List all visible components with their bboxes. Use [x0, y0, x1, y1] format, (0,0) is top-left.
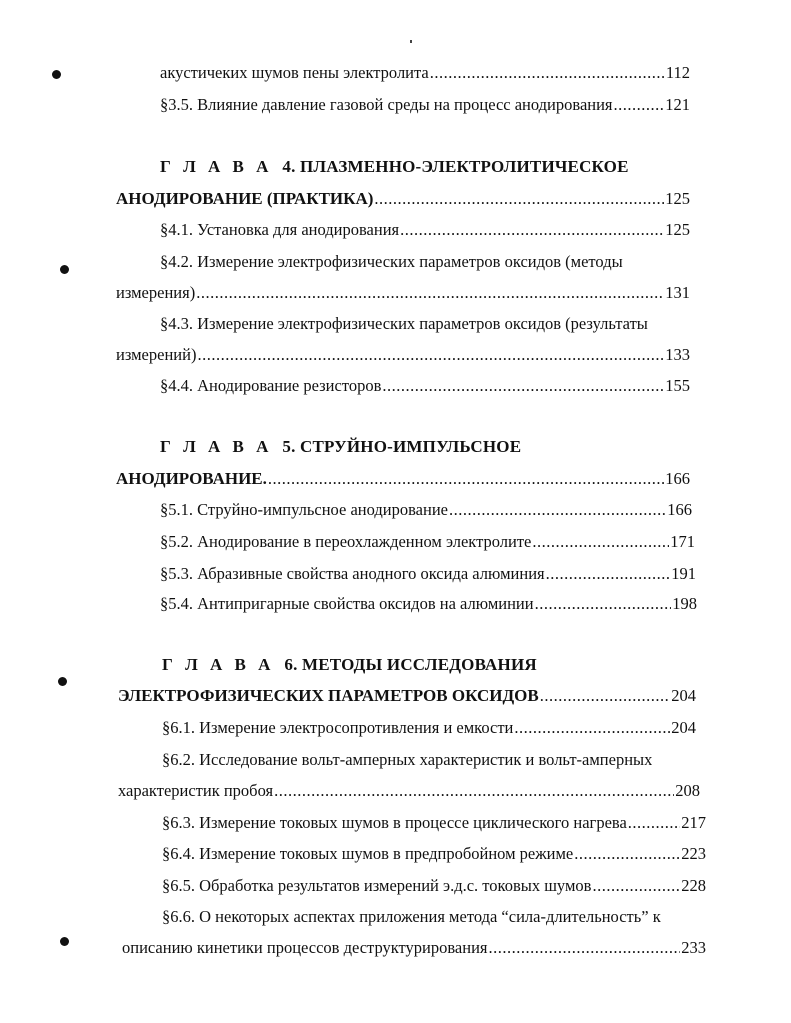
dot-leader — [535, 594, 672, 614]
toc-entry — [116, 345, 690, 365]
dot-leader — [540, 686, 671, 706]
dot-leader — [628, 813, 680, 833]
toc-page-number: 204 — [671, 718, 696, 737]
dot-leader — [197, 345, 664, 365]
toc-entry-title: §4.1. Установка для анодирования — [160, 220, 400, 239]
toc-entry — [162, 718, 696, 738]
chapter-label: Г Л А В А — [162, 655, 275, 674]
toc-entry-title-cont: характеристик пробоя — [118, 781, 274, 800]
toc-page-number: 125 — [665, 220, 690, 239]
toc-page-number: 233 — [681, 938, 706, 957]
toc-entry — [160, 594, 697, 614]
toc-entry-title: §5.2. Анодирование в переохлажденном электролите — [160, 532, 532, 551]
toc-entry — [162, 813, 706, 833]
chapter-title: 6. МЕТОДЫ ИССЛЕДОВАНИЯ — [284, 655, 537, 674]
dot-leader — [614, 95, 665, 115]
toc-page-number: 198 — [672, 594, 697, 613]
toc-page-number: 133 — [665, 345, 690, 364]
toc-entry — [160, 500, 692, 520]
toc-page-number: 155 — [665, 376, 690, 395]
toc-entry-title: §4.2. Измерение электрофизических параметров оксидов (методы — [160, 252, 623, 271]
toc-entry-title: §5.4. Антипригарные свойства оксидов на алюминии — [160, 594, 534, 613]
chapter-title-cont: ЭЛЕКТРОФИЗИЧЕСКИХ ПАРАМЕТРОВ ОКСИДОВ — [118, 686, 539, 705]
toc-entry — [160, 95, 690, 115]
toc-entry-title: акустичеких шумов пены электролита — [160, 63, 429, 82]
toc-page-number: 223 — [681, 844, 706, 863]
binder-hole-mark — [60, 265, 69, 274]
toc-entry-title: §4.3. Измерение электрофизических параметров оксидов (результаты — [160, 314, 648, 333]
toc-entry — [116, 469, 690, 489]
toc-page-number: 121 — [665, 95, 690, 114]
dot-leader — [532, 532, 669, 552]
dot-leader — [574, 844, 680, 864]
toc-entry — [160, 376, 690, 396]
toc-entry — [116, 189, 690, 209]
toc-entry — [122, 938, 706, 958]
dot-leader — [274, 781, 674, 801]
toc-page-number: 208 — [675, 781, 700, 800]
binder-hole-mark — [58, 677, 67, 686]
chapter-label: Г Л А В А — [160, 437, 273, 456]
dot-leader — [449, 500, 666, 520]
toc-entry — [118, 686, 696, 706]
toc-entry-title: §4.4. Анодирование резисторов — [160, 376, 382, 395]
chapter-title: 4. ПЛАЗМЕННО-ЭЛЕКТРОЛИТИЧЕСКОЕ — [282, 157, 629, 176]
dot-leader — [546, 564, 671, 584]
toc-entry — [162, 876, 706, 896]
toc-entry-title: §5.3. Абразивные свойства анодного оксида алюминия — [160, 564, 545, 583]
toc-page-number: 204 — [671, 686, 696, 705]
chapter-5-heading — [160, 437, 521, 457]
toc-entry — [160, 564, 696, 584]
toc-entry — [160, 63, 690, 83]
dot-leader — [268, 469, 664, 489]
dot-leader — [382, 376, 664, 396]
toc-page-number: 166 — [665, 469, 690, 488]
toc-entry-title: §6.3. Измерение токовых шумов в процессе циклического нагрева — [162, 813, 627, 832]
toc-page-number: 217 — [681, 813, 706, 832]
chapter-label: Г Л А В А — [160, 157, 273, 176]
toc-entry-title: §6.5. Обработка результатов измерений э.д.с. токовых шумов — [162, 876, 592, 895]
chapter-title-cont: АНОДИРОВАНИЕ (ПРАКТИКА) — [116, 189, 374, 208]
chapter-4-heading — [160, 157, 629, 177]
dot-leader — [592, 876, 680, 896]
toc-entry-title: §6.2. Исследование вольт-амперных характеристик и вольт-амперных — [162, 750, 653, 769]
toc-page-number: 112 — [665, 63, 690, 82]
toc-page-number: 171 — [670, 532, 695, 551]
toc-entry — [160, 220, 690, 240]
toc-entry — [116, 283, 690, 303]
toc-entry-title-cont: измерений) — [116, 345, 197, 364]
binder-hole-mark — [52, 70, 61, 79]
binder-hole-mark — [60, 937, 69, 946]
chapter-title: 5. СТРУЙНО-ИМПУЛЬСНОЕ — [282, 437, 522, 456]
scan-speck — [410, 40, 412, 43]
toc-page-number: 228 — [681, 876, 706, 895]
chapter-title-cont: АНОДИРОВАНИЕ. — [116, 469, 267, 488]
toc-entry-title: §6.6. О некоторых аспектах приложения метода “сила-длительность” к — [162, 907, 661, 926]
toc-entry-title: §6.1. Измерение электросопротивления и емкости — [162, 718, 514, 737]
toc-page-number: 131 — [665, 283, 690, 302]
toc-entry-title: §3.5. Влияние давление газовой среды на процесс анодирования — [160, 95, 613, 114]
chapter-6-heading — [162, 655, 537, 675]
dot-leader — [514, 718, 670, 738]
toc-entry — [162, 844, 706, 864]
dot-leader — [400, 220, 664, 240]
toc-entry-title-cont: измерения) — [116, 283, 196, 302]
toc-entry — [160, 532, 695, 552]
dot-leader — [196, 283, 664, 303]
toc-entry — [118, 781, 700, 801]
toc-entry-title: §5.1. Струйно-импульсное анодирование — [160, 500, 448, 519]
toc-page-number: 166 — [667, 500, 692, 519]
toc-entry-title: §6.4. Измерение токовых шумов в предпробойном режиме — [162, 844, 574, 863]
toc-page-number: 191 — [671, 564, 696, 583]
toc-page-number: 125 — [665, 189, 690, 208]
dot-leader — [489, 938, 681, 958]
dot-leader — [374, 189, 664, 209]
dot-leader — [430, 63, 665, 83]
toc-entry-title-cont: описанию кинетики процессов деструктурирования — [122, 938, 488, 957]
